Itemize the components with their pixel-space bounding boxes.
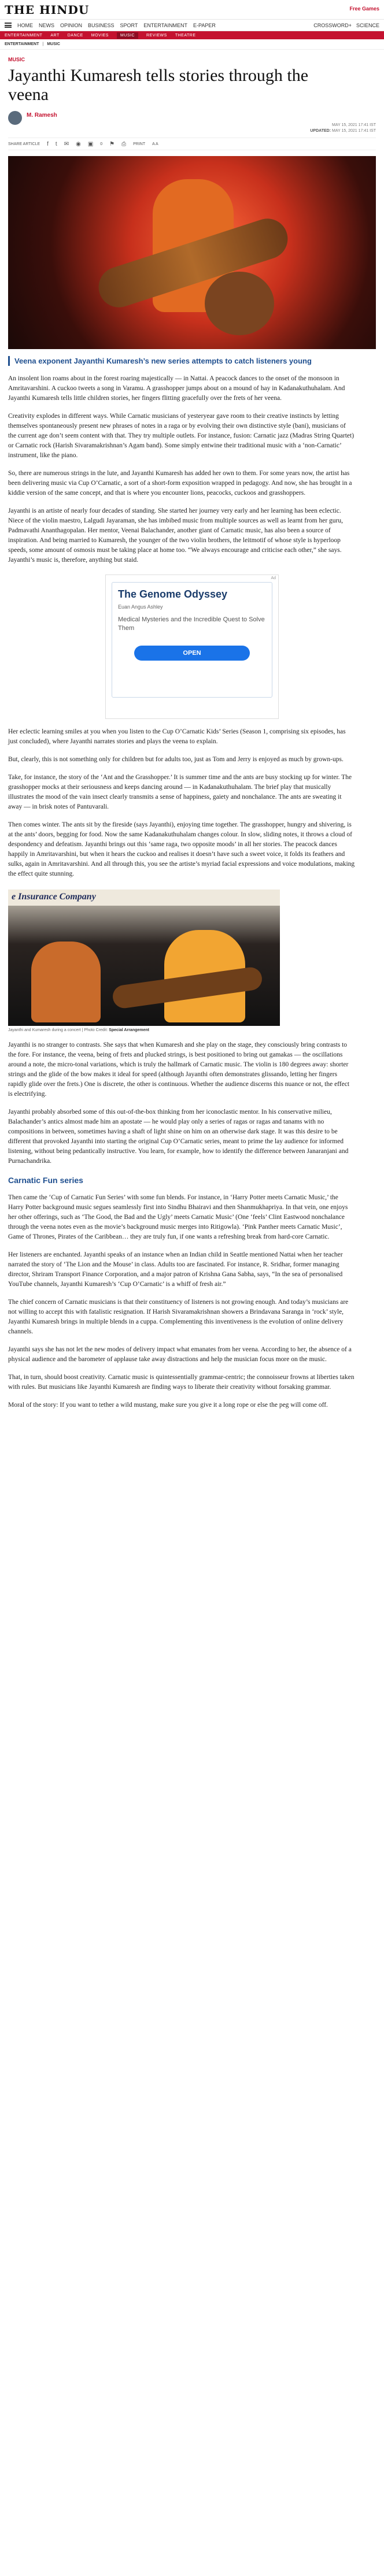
- paragraph: The chief concern of Carnatic musicians is that their constituency of listeners is not growing enough. And today’s musicians are not willing to accept this with fatalistic resignation. If Harish Sivaramakrishnan showers a Brindavana Saranga in ‘rock’ style, Jayanthi Kumaresh brings in multiple blends in a cuppa. Complementing this inventiveness is the evolution of online delivery channels.: [8, 1299, 349, 1335]
- paragraph: Jayanthi is no stranger to contrasts. She says that when Kumaresh and she play on the stage, they consciously bring contrasts to the fore. For instance, the veena, being of frets and plucked strings, is best positioned to bring out gamakas — the oscillations around a note, the micro-tonal variations, which is truly the hallmark of Carnatic music. The violin is 180 degrees away: shorter strings and the glide of the bow makes it ideal for speed (although Jayanthi often demonstrates glissando, letting her fingers rapidly glide over the frets.) One is discrete, the other is continuous. Whether the audience discerns this nuance or not, the effect is electrifying.: [8, 1041, 350, 1098]
- paragraph: Her listeners are enchanted. Jayanthi speaks of an instance when an Indian child in Seattle mentioned Nattai when her teacher narrated the story of ‘The Lion and the Mouse’ in class. Adults too are fascinated. For instance, R. Sridhar, former managing director, Shriram Transport Finance Corporation, and a major patron of Krishna Gana Sabha, says, “In the sea of personalised YouTube channels, Jayanthi Kumaresh’s ‘Cup O’Carnatic’ is a whiff of fresh air.”: [8, 1251, 343, 1288]
- share-label: SHARE ARTICLE: [8, 142, 40, 146]
- hamburger-menu-icon[interactable]: [5, 23, 12, 28]
- paragraph: Creativity explodes in different ways. While Carnatic musicians of yesteryear gave room to their creative instincts by letting themselves spontaneously present new phrases of notes in a raga or by evolving their own distinctive style (bani), musicians of the current age don’t seem content with that. They try multiple outlets. For instance, fusion: Carnatic jazz (Madras String Quartet) or Carnatic rock (Harish Sivaramakrishnan’s Agam band). Some simply entwine their traditional music with a ‘non-Carnatic’ instrument, like the piano.: [8, 413, 355, 459]
- nav-news[interactable]: NEWS: [39, 22, 54, 28]
- breadcrumb: [0, 39, 384, 50]
- nav-opinion[interactable]: OPINION: [60, 22, 83, 28]
- comment-icon[interactable]: ▣: [87, 140, 94, 147]
- photo-banner-text: e Insurance Company: [8, 889, 280, 906]
- photo-caption-text: Jayanthi and Kumaresh during a concert: [8, 1028, 81, 1032]
- breadcrumb-entertainment[interactable]: ENTERTAINMENT: [5, 42, 39, 46]
- veena-body: [205, 272, 274, 335]
- main-nav: [0, 20, 384, 31]
- article-dates: [310, 123, 376, 134]
- updated-label: UPDATED:: [310, 129, 331, 133]
- hero-image: [8, 156, 376, 349]
- breadcrumb-separator: |: [42, 42, 44, 46]
- cat-dance[interactable]: DANCE: [67, 33, 83, 38]
- print-icon[interactable]: ⎙: [121, 140, 127, 147]
- photo-credit-label: | Photo Credit:: [82, 1028, 108, 1032]
- paragraph: Moral of the story: If you want to tether a wild mustang, make sure you give it a long rope or else the peg will come off.: [8, 1402, 328, 1409]
- nav-entertainment[interactable]: ENTERTAINMENT: [143, 22, 188, 28]
- site-header: [0, 0, 384, 20]
- nav-business[interactable]: BUSINESS: [88, 22, 115, 28]
- bookmark-icon[interactable]: ⚑: [109, 140, 115, 147]
- font-size-control[interactable]: A A: [152, 142, 158, 146]
- article: [0, 57, 384, 1410]
- section-subhead: Carnatic Fun series: [8, 1176, 83, 1185]
- header-promo-links[interactable]: [349, 6, 379, 12]
- cat-movies[interactable]: MOVIES: [91, 33, 109, 38]
- free-games-link[interactable]: Free Games: [349, 6, 379, 12]
- ad-card[interactable]: [112, 582, 272, 698]
- comment-count: 0: [100, 142, 103, 146]
- email-icon[interactable]: ✉: [64, 140, 69, 147]
- author-name[interactable]: M. Ramesh: [27, 112, 57, 118]
- ad-title[interactable]: The Genome Odyssey: [118, 588, 228, 600]
- published-date: MAY 15, 2021 17:41 IST: [331, 123, 376, 127]
- paragraph: So, there are numerous strings in the lute, and Jayanthi Kumaresh has added her own to them. For some years now, the artist has been delivering music via Cup O’Carnatic, a sort of a short-form exposition wrapped in pedagogy. And now, she has brought in a kiddie version of the same concept, and that is where you encounter lions, peacocks, cuckoos and grasshoppers.: [8, 470, 352, 496]
- cat-entertainment[interactable]: ENTERTAINMENT: [5, 33, 43, 38]
- paragraph: That, in turn, should boost creativity. Carnatic music is quintessentially grammar-centric; the connoisseur frowns at liberties taken with rules. But musicians like Jayanthi Kumaresh are finding ways to liberate their creativity without forsaking grammar.: [8, 1374, 355, 1391]
- updated-row: [310, 128, 376, 134]
- ad-badge[interactable]: Ad: [271, 576, 276, 580]
- nav-sport[interactable]: SPORT: [120, 22, 138, 28]
- print-label[interactable]: PRINT: [133, 142, 146, 146]
- breadcrumb-music[interactable]: MUSIC: [47, 42, 60, 46]
- updated-date: MAY 15, 2021 17:41 IST: [331, 129, 376, 133]
- category-bar: [0, 31, 384, 39]
- site-logo[interactable]: THE HINDU: [5, 2, 90, 17]
- paragraph: Then comes winter. The ants sit by the fireside (says Jayanthi), enjoying time together. The grasshopper, hungry and shivering, is at the ants’ doors, begging for food. Now the same Kadanakuthuhalam changes colour. In slow, sliding notes, it throws a cloud of despondency and defeatism. Jayanthi brings out this ‘same raga, two opposite moods’ in all her stories. The peacock dances happily in Amritavarshini, but when it hears the cuckoo and realises it doesn’t have such a sweet voice, it folds its feathers and sulks, again in Amritavarshini. And all through this, you see the artiste’s myriad facial expressions and voice modulations, making the effect quite stunning.: [8, 821, 355, 877]
- ad-open-button[interactable]: OPEN: [134, 646, 250, 661]
- ad-description: Medical Mysteries and the Incredible Quest to Solve Them: [118, 616, 265, 632]
- byline: [8, 111, 376, 133]
- paragraph: Jayanthi probably absorbed some of this out-of-the-box thinking from her iconoclastic mentor. In his conservative milieu, Balachander’s antics almost made him an apostate — he would play only a series of ragas or ragas and tanams with no compositions in between, sometimes having a shaft of light shine on him on an otherwise dark stage. It was this desire to be different that provoked Jayanthi into starting the original Cup O’Carnatic series, meant to prime the lay audience for informed listening, without being pedantically instructive. You learn, for example, how to identify the difference between Janaranjani and Purnachandrika.: [8, 1109, 349, 1165]
- article-kicker[interactable]: MUSIC: [8, 57, 25, 62]
- paragraph: Her eclectic learning smiles at you when you listen to the Cup O’Carnatic Kids’ Series (Season 1, comprising six episodes, has just concluded), where Jayanthi narrates stories and plays the veena to explain.: [8, 728, 346, 745]
- photo-caption: [8, 1028, 376, 1032]
- twitter-icon[interactable]: t: [55, 140, 57, 147]
- cat-art[interactable]: ART: [50, 33, 60, 38]
- article-body: [8, 374, 376, 1410]
- article-title: Jayanthi Kumaresh tells stories through the veena: [8, 66, 309, 104]
- violinist-figure: [31, 942, 101, 1022]
- cat-music[interactable]: MUSIC: [117, 32, 138, 39]
- concert-photo: [8, 889, 280, 1026]
- paragraph: But, clearly, this is not something only for children but for adults too, just as Tom and Jerry is enjoyed as much by grown-ups.: [8, 756, 344, 763]
- paragraph: Then came the ‘Cup of Carnatic Fun Series’ with some fun blends. For instance, in ‘Harry Potter meets Carnatic Music,’ the Harry Potter background music segues seamlessly first into Sindhu Bhairavi and then Shanmukhapriya. In that vein, one enjoys her other offerings, such as ‘The Good, the Bad and the Ugly’ meets Carnatic Music’ (One ‘feels’ Clint Eastwood nonchalance through the veena notes even as the movie’s background music merges into Ritigowla). ‘Pink Panther meets Carnatic Music’, Game of Thrones, Pirates of the Caribbean… they are truly fun, if one wants a refreshing break from hard-core Carnatic.: [8, 1194, 348, 1240]
- cat-reviews[interactable]: REVIEWS: [146, 33, 167, 38]
- nav-epaper[interactable]: E-PAPER: [193, 22, 216, 28]
- share-bar: [8, 138, 376, 150]
- paragraph: An insolent lion roams about in the forest roaring majestically — in Nattai. A peacock dances to the onset of the monsoon in Amritavarshini. A cuckoo tweets a song in Varamu. A grasshopper jumps about on a mound of hay in Kadanakuthuhalam. And Jayanthi Kumaresh tells little children stories, her fingers flitting gracefully over the frets of her veena.: [8, 375, 345, 402]
- paragraph: Jayanthi is an artiste of nearly four decades of standing. She started her journey very early and her learning has been eclectic. Niece of the violin maestro, Lalgudi Jayaraman, she has imbibed music from multiple sources as well as learnt from her guru, Padmavathi Ananthagopalan. Her mentor, Veenai Balachander, another giant of Carnatic music, has also been a source of inspiration. And being married to Kumaresh, the younger of the two violin brothers, the leitmotif of whose style is hyperloop speeds, some amount of osmosis must be taking place at home too. “We always encourage and criticise each other,” she says. Jayanthi’s music is, therefore, anything but staid.: [8, 507, 343, 564]
- ad-author: Euan Angus Ashley: [118, 604, 163, 610]
- nav-science[interactable]: SCIENCE: [356, 22, 379, 28]
- facebook-icon[interactable]: f: [47, 140, 49, 147]
- whatsapp-icon[interactable]: ◉: [76, 140, 81, 147]
- paragraph: Take, for instance, the story of the ‘Ant and the Grasshopper.’ It is summer time and the ants are busy stocking up for winter. The grasshopper mocks at their seriousness and keeps dancing around — in Kadanakuthuhalam. The brief play that musically illustrates the mood of the vain insect clearly transmits a sense of happiness, gaiety and nonchalance. The ants are sweating it away — in brisk notes of Pantuvarali.: [8, 774, 352, 810]
- nav-home[interactable]: HOME: [17, 22, 33, 28]
- advertisement[interactable]: [105, 574, 279, 719]
- author-avatar: [8, 111, 22, 125]
- cat-theatre[interactable]: THEATRE: [175, 33, 196, 38]
- article-lead: Veena exponent Jayanthi Kumaresh’s new series attempts to catch listeners young: [8, 356, 320, 366]
- photo-credit: Special Arrangement: [109, 1028, 149, 1032]
- nav-crossword[interactable]: CROSSWORD+: [313, 22, 352, 28]
- paragraph: Jayanthi says she has not let the new modes of delivery impact what emanates from her veena. According to her, the absence of a physical audience and the barometer of applause take away distractions and help the musician focus more on the music.: [8, 1346, 352, 1363]
